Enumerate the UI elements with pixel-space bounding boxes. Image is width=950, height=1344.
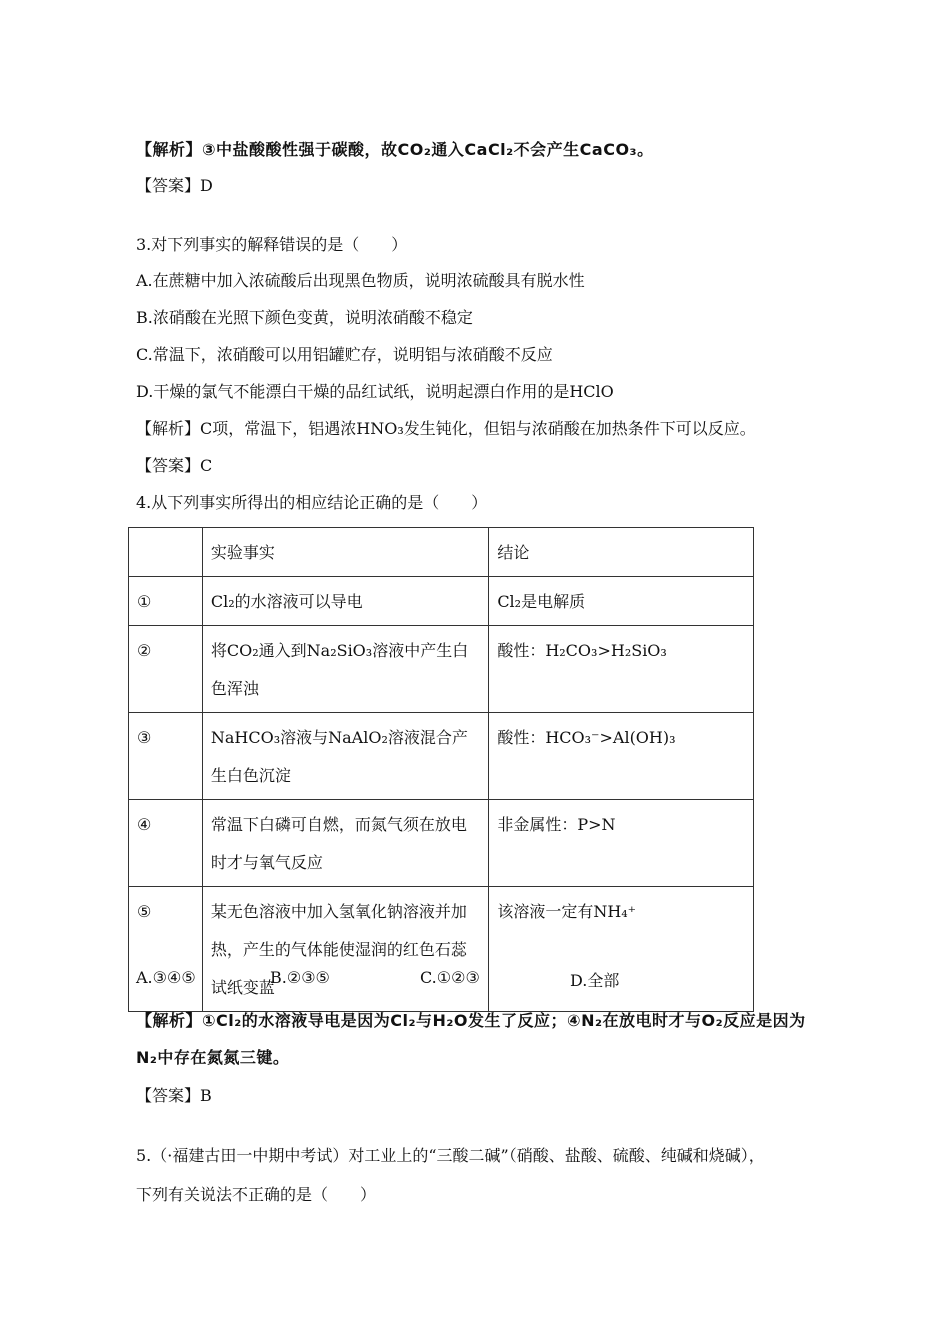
- row-number: ②: [129, 626, 203, 713]
- q3-analysis: 【解析】C项，常温下，铝遇浓HNO₃发生钝化，但铝与浓硝酸在加热条件下可以反应。: [136, 419, 756, 438]
- table-row: [129, 887, 754, 1012]
- row-fact: 将CO₂通入到Na₂SiO₃溶液中产生白色浑浊: [202, 626, 488, 713]
- q3-option-d: D.干燥的氯气不能漂白干燥的品红试纸，说明起漂白作用的是HClO: [136, 382, 614, 401]
- row-fact: NaHCO₃溶液与NaAlO₂溶液混合产生白色沉淀: [202, 713, 488, 800]
- q3-option-c: C.常温下，浓硝酸可以用铝罐贮存，说明铝与浓硝酸不反应: [136, 345, 553, 364]
- header-cell-fact: 实验事实: [202, 528, 488, 577]
- q4-option-c: C.①②③: [420, 968, 480, 987]
- table-row: [129, 577, 754, 626]
- q2-answer: 【答案】D: [136, 176, 213, 195]
- row-fact: 某无色溶液中加入氢氧化钠溶液并加热，产生的气体能使湿润的红色石蕊试纸变蓝: [202, 887, 488, 1012]
- q5-stem-line2: 下列有关说法不正确的是（ ）: [136, 1185, 377, 1204]
- q5-stem-line1: 5.（·福建古田一中期中考试）对工业上的“三酸二碱”（硝酸、盐酸、硫酸、纯碱和烧碱），: [136, 1146, 765, 1165]
- row-conclusion: Cl₂是电解质: [489, 577, 754, 626]
- header-cell-no: [129, 528, 203, 577]
- q4-answer: 【答案】B: [136, 1086, 212, 1105]
- q3-option-b: B.浓硝酸在光照下颜色变黄，说明浓硝酸不稳定: [136, 308, 473, 327]
- q4-analysis-line1: 【解析】①Cl₂的水溶液导电是因为Cl₂与H₂O发生了反应；④N₂在放电时才与O₂反应是因为: [136, 1011, 806, 1030]
- q3-option-a: A.在蔗糖中加入浓硫酸后出现黑色物质，说明浓硫酸具有脱水性: [136, 271, 585, 290]
- row-number: ⑤: [129, 887, 203, 1012]
- row-number: ①: [129, 577, 203, 626]
- table-row: [129, 800, 754, 887]
- q4-stem: 4.从下列事实所得出的相应结论正确的是（ ）: [136, 493, 488, 512]
- q4-option-d: D.全部: [570, 971, 620, 990]
- q3-answer: 【答案】C: [136, 456, 213, 475]
- q4-option-b: B.②③⑤: [270, 968, 330, 987]
- row-conclusion: 该溶液一定有NH₄⁺: [489, 887, 754, 1012]
- row-conclusion: 酸性：HCO₃⁻>Al(OH)₃: [489, 713, 754, 800]
- header-cell-conclusion: 结论: [489, 528, 754, 577]
- q4-analysis-line2: N₂中存在氮氮三键。: [136, 1048, 290, 1067]
- q4-option-a: A.③④⑤: [136, 968, 196, 987]
- table-header-row: [129, 528, 754, 577]
- row-fact: Cl₂的水溶液可以导电: [202, 577, 488, 626]
- row-conclusion: 非金属性：P>N: [489, 800, 754, 887]
- row-number: ③: [129, 713, 203, 800]
- table-row: [129, 713, 754, 800]
- table-row: [129, 626, 754, 713]
- row-conclusion: 酸性：H₂CO₃>H₂SiO₃: [489, 626, 754, 713]
- row-number: ④: [129, 800, 203, 887]
- q3-stem: 3.对下列事实的解释错误的是（ ）: [136, 235, 408, 254]
- q2-analysis: 【解析】③中盐酸酸性强于碳酸，故CO₂通入CaCl₂不会产生CaCO₃。: [136, 140, 654, 159]
- row-fact: 常温下白磷可自燃，而氮气须在放电时才与氧气反应: [202, 800, 488, 887]
- q4-table: [128, 527, 754, 1012]
